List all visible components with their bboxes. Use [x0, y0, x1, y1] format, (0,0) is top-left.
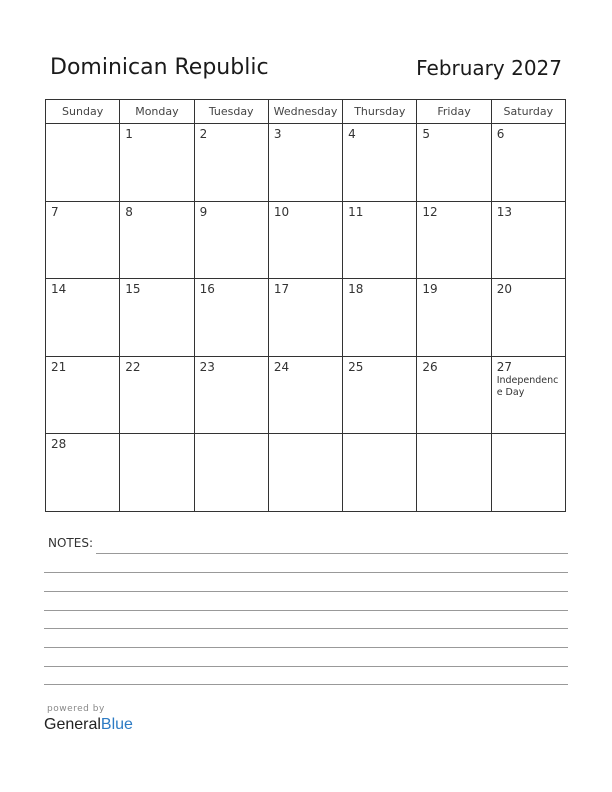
calendar-country-title: Dominican Republic [50, 55, 269, 80]
calendar-day-cell [194, 201, 268, 279]
day-number: 14 [51, 282, 67, 297]
day-number: 6 [496, 127, 505, 141]
note-line [44, 591, 568, 592]
calendar-week-row [46, 279, 566, 357]
day-number: 2 [199, 127, 208, 141]
calendar-day-cell [491, 279, 565, 357]
calendar-day-cell [491, 124, 565, 202]
holiday-label: Independence Day [496, 374, 559, 398]
calendar-day-cell [194, 356, 268, 434]
day-number: 15 [125, 282, 141, 297]
calendar-day-cell [417, 356, 491, 434]
calendar-day-cell [194, 434, 268, 512]
day-number: 24 [273, 359, 290, 374]
day-number: 23 [199, 359, 215, 374]
calendar-day-cell [417, 201, 491, 279]
day-number: 25 [348, 359, 364, 374]
calendar-day-cell [268, 124, 342, 202]
weekday-header: Monday [120, 100, 194, 124]
powered-by-text: powered by [47, 704, 105, 714]
calendar-day-cell [417, 124, 491, 202]
calendar-day-cell [491, 356, 565, 434]
calendar-day-cell [343, 356, 417, 434]
note-line [96, 553, 568, 554]
day-number: 21 [51, 359, 67, 374]
calendar-week-row [46, 356, 566, 434]
calendar-day-cell [46, 201, 120, 279]
day-number: 17 [273, 282, 290, 297]
day-number: 13 [496, 204, 512, 219]
note-line [44, 628, 568, 629]
generalblue-logo [44, 716, 133, 734]
calendar-grid [45, 99, 566, 512]
calendar-day-cell [46, 356, 120, 434]
note-line [44, 684, 568, 685]
calendar-day-cell [46, 279, 120, 357]
calendar-day-cell [417, 279, 491, 357]
calendar-month-title: February 2027 [416, 56, 562, 80]
note-line [44, 666, 568, 667]
calendar-day-cell [194, 124, 268, 202]
brand-general: General [44, 716, 101, 733]
day-number: 19 [422, 282, 438, 297]
day-number: 16 [199, 282, 215, 297]
day-number: 22 [125, 359, 141, 374]
calendar-week-row [46, 434, 566, 512]
calendar-day-cell [491, 201, 565, 279]
note-line [44, 610, 568, 611]
weekday-header-row [46, 100, 566, 124]
notes-label: NOTES: [48, 536, 93, 550]
calendar-day-cell [46, 434, 120, 512]
calendar-day-cell [343, 279, 417, 357]
day-number: 4 [348, 127, 356, 141]
day-number: 9 [199, 204, 208, 219]
day-number: 5 [422, 127, 431, 141]
calendar-day-cell [268, 279, 342, 357]
calendar-day-cell [268, 201, 342, 279]
calendar-day-cell [343, 124, 417, 202]
brand-blue: Blue [100, 716, 133, 733]
calendar-day-cell [120, 124, 194, 202]
calendar-day-cell [343, 201, 417, 279]
day-number: 18 [348, 282, 364, 297]
day-number: 3 [273, 127, 282, 141]
day-number: 7 [51, 204, 59, 219]
calendar-day-cell [120, 201, 194, 279]
calendar-week-row [46, 124, 566, 202]
calendar-day-cell [194, 279, 268, 357]
day-number: 8 [125, 204, 133, 219]
calendar-day-cell [268, 434, 342, 512]
note-line [44, 572, 568, 573]
note-line [44, 647, 568, 648]
calendar-day-cell [417, 434, 491, 512]
day-number: 10 [273, 204, 290, 219]
day-number: 28 [51, 437, 67, 452]
weekday-header: Friday [417, 100, 491, 124]
weekday-header: Sunday [46, 100, 120, 124]
calendar-day-cell [46, 124, 120, 202]
calendar-day-cell [343, 434, 417, 512]
calendar-day-cell [268, 356, 342, 434]
day-number: 1 [125, 127, 133, 141]
day-number: 26 [422, 359, 438, 374]
calendar-day-cell [120, 434, 194, 512]
weekday-header: Saturday [491, 100, 565, 124]
day-number: 20 [496, 282, 512, 297]
calendar-day-cell [491, 434, 565, 512]
calendar-day-cell [120, 279, 194, 357]
weekday-header: Wednesday [268, 100, 342, 124]
calendar-week-row [46, 201, 566, 279]
day-number: 12 [422, 204, 438, 219]
weekday-header: Tuesday [194, 100, 268, 124]
day-number: 11 [348, 204, 364, 219]
calendar-day-cell [120, 356, 194, 434]
weekday-header: Thursday [343, 100, 417, 124]
day-number: 27 [496, 359, 512, 374]
